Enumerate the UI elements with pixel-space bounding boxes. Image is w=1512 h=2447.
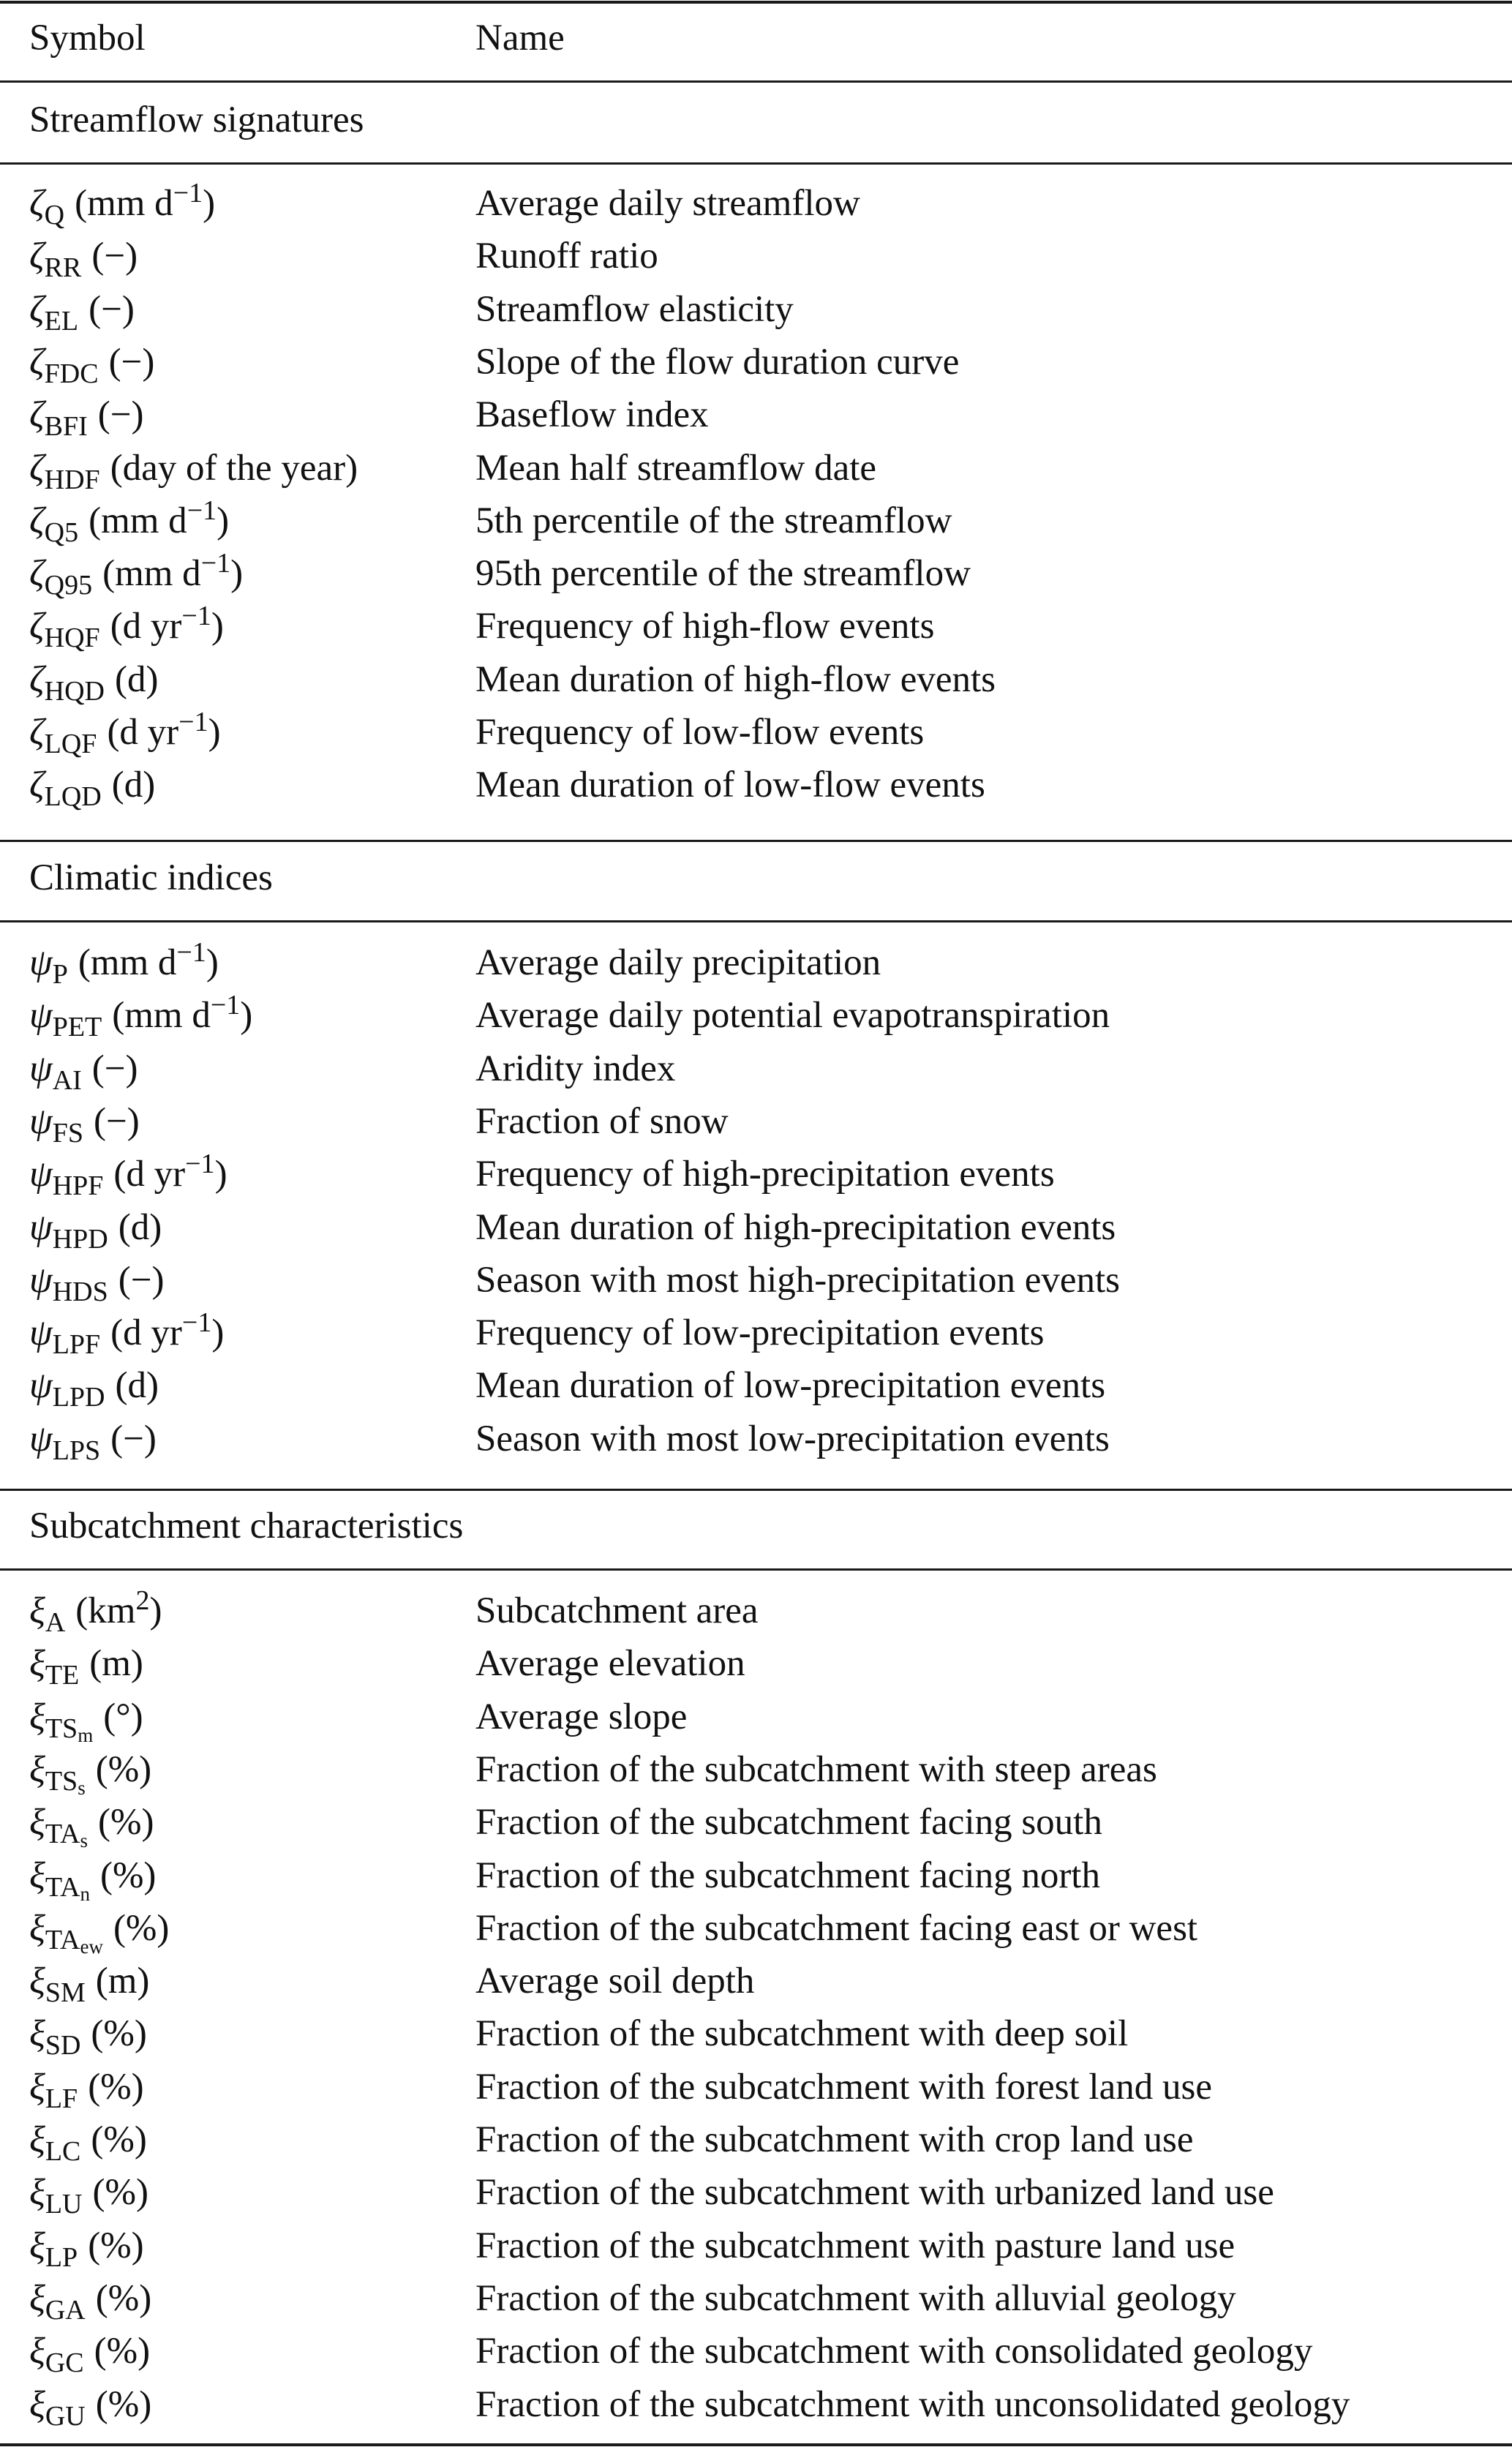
unit <box>110 448 358 489</box>
section-title: Streamflow signatures <box>29 99 364 140</box>
symbol-cell <box>29 2329 150 2376</box>
name-cell: Frequency of low-flow events <box>475 712 925 753</box>
name-cell: Fraction of the subcatchment with forest land use <box>475 2067 1212 2108</box>
greek-symbol: ξ <box>29 1590 45 1631</box>
unit-text: (d) <box>118 1207 162 1248</box>
greek-symbol: ξ <box>29 1643 45 1684</box>
unit-exponent: −1 <box>187 495 217 526</box>
section-title: Subcatchment characteristics <box>29 1506 464 1546</box>
greek-symbol: ξ <box>29 2225 45 2266</box>
symbol-subscript: LU <box>45 2189 83 2219</box>
symbol-subscript: TE <box>45 1660 80 1691</box>
symbol-subscript: AI <box>52 1065 82 1096</box>
symbol-cell <box>29 1149 227 1201</box>
name-cell: Average daily precipitation <box>475 942 881 983</box>
symbol-subscript: LF <box>45 2083 78 2114</box>
unit <box>89 495 230 541</box>
unit <box>96 2278 151 2319</box>
symbol-subscript: TSm <box>45 1713 94 1746</box>
name-cell: Fraction of the subcatchment facing south <box>475 1802 1102 1843</box>
name-cell: Fraction of the subcatchment with unconsolidated geology <box>475 2384 1350 2425</box>
greek-symbol: ξ <box>29 1802 45 1843</box>
unit-text: (d) <box>114 659 159 700</box>
symbol-sub-subscript: s <box>78 1777 86 1799</box>
unit <box>91 236 138 277</box>
unit <box>94 2331 150 2372</box>
unit <box>94 1101 140 1142</box>
symbol-subscript: A <box>45 1607 66 1638</box>
name-cell: Frequency of high-flow events <box>475 606 935 647</box>
unit <box>75 178 216 224</box>
greek-symbol: ζ <box>29 500 45 541</box>
unit <box>115 1365 158 1406</box>
greek-symbol: ζ <box>29 553 45 594</box>
unit <box>119 1260 165 1301</box>
symbol-subscript: FDC <box>44 358 99 389</box>
unit-text: (d yr <box>107 712 179 753</box>
symbol-subscript: TSs <box>45 1766 86 1799</box>
greek-symbol: ψ <box>29 942 53 983</box>
symbol-cell <box>29 1585 162 1638</box>
unit-exponent: −1 <box>178 707 208 737</box>
greek-symbol: ζ <box>29 764 45 805</box>
symbol-cell <box>29 1307 225 1360</box>
unit-text: (mm d <box>89 500 187 541</box>
symbol-cell <box>29 1748 151 1797</box>
symbol-subscript: LQF <box>44 729 97 759</box>
unit-text: (m) <box>95 1961 150 2001</box>
unit-text: (d yr <box>113 1154 186 1195</box>
name-cell: Fraction of the subcatchment facing east or west <box>475 1908 1198 1949</box>
symbol-cell <box>29 287 135 337</box>
unit-text: (%) <box>95 1749 152 1790</box>
unit <box>110 601 224 647</box>
name-cell: Mean duration of low-precipitation events <box>475 1365 1106 1406</box>
symbol-subscript: HPD <box>52 1224 108 1255</box>
name-cell: 95th percentile of the streamflow <box>475 553 971 594</box>
greek-symbol: ξ <box>29 2067 45 2108</box>
section-title: Climatic indices <box>29 857 273 898</box>
unit-close: ) <box>203 183 216 224</box>
name-cell: Average elevation <box>475 1643 745 1684</box>
unit <box>112 764 155 805</box>
greek-symbol: ζ <box>29 448 45 489</box>
name-cell: Frequency of high-precipitation events <box>475 1154 1055 1195</box>
greek-symbol: ξ <box>29 2384 45 2425</box>
name-cell: Streamflow elasticity <box>475 289 794 330</box>
unit-text: (%) <box>95 2384 152 2425</box>
unit <box>93 2172 148 2213</box>
unit-text: (−) <box>89 289 135 330</box>
unit-text: (%) <box>95 2278 152 2319</box>
symbol-cell <box>29 1695 143 1744</box>
symbol-cell <box>29 2118 147 2165</box>
symbol-subscript: RR <box>44 252 82 283</box>
section-rule <box>0 1489 1512 1491</box>
greek-symbol: ζ <box>29 606 45 647</box>
name-cell: Fraction of the subcatchment with pasture land use <box>475 2225 1235 2266</box>
unit-text: (d yr <box>110 1312 182 1353</box>
unit-text: (mm d <box>75 183 173 224</box>
unit-text: (d) <box>115 1365 159 1406</box>
unit-text: (−) <box>110 1418 157 1459</box>
unit-text: (mm d <box>78 942 177 983</box>
name-cell: Mean duration of high-precipitation events <box>475 1207 1116 1248</box>
name-cell: Average slope <box>475 1696 688 1737</box>
symbol-cell <box>29 2012 147 2059</box>
symbol-subscript: P <box>52 959 68 990</box>
unit-close: ) <box>230 553 244 594</box>
unit <box>96 1749 151 1790</box>
greek-symbol: ξ <box>29 1855 45 1896</box>
name-cell: Fraction of the subcatchment facing north <box>475 1855 1100 1896</box>
symbol-subscript: GU <box>45 2401 86 2432</box>
unit-text: (mm d <box>102 553 201 594</box>
unit-close: ) <box>240 995 253 1036</box>
unit-text: (%) <box>91 2119 147 2160</box>
unit <box>98 394 144 435</box>
bottom-rule <box>0 2443 1512 2446</box>
symbol-subscript: TAn <box>45 1872 90 1905</box>
symbol-subscript: LPD <box>52 1382 105 1413</box>
top-rule <box>0 1 1512 4</box>
unit-close: ) <box>214 1154 227 1195</box>
greek-symbol: ζ <box>29 183 45 224</box>
unit-text: (d) <box>111 764 156 805</box>
section-title-rule <box>0 162 1512 165</box>
name-cell: Mean duration of low-flow events <box>475 764 985 805</box>
unit <box>89 1643 143 1684</box>
symbol-cell <box>29 1100 140 1149</box>
symbol-cell <box>29 1364 159 1413</box>
greek-symbol: ζ <box>29 289 45 330</box>
symbol-cell <box>29 937 219 990</box>
unit <box>113 1149 227 1195</box>
name-cell: Runoff ratio <box>475 236 658 277</box>
name-cell: Fraction of the subcatchment with consolidated geology <box>475 2331 1313 2372</box>
symbol-cell <box>29 1206 162 1255</box>
symbol-sub-subscript: n <box>80 1883 90 1905</box>
header-rule <box>0 80 1512 83</box>
symbol-subscript: LPF <box>52 1329 101 1360</box>
unit <box>110 1307 225 1353</box>
name-cell: 5th percentile of the streamflow <box>475 500 952 541</box>
name-cell: Mean duration of high-flow events <box>475 659 996 700</box>
unit-exponent: −1 <box>173 178 203 208</box>
greek-symbol: ψ <box>29 1365 53 1406</box>
name-cell: Season with most high-precipitation events <box>475 1260 1121 1301</box>
unit-text: (day of the year) <box>110 448 358 489</box>
symbol-cell <box>29 2065 144 2112</box>
name-cell: Fraction of the subcatchment with urbanized land use <box>475 2172 1274 2213</box>
unit <box>75 1585 162 1631</box>
unit <box>89 289 135 330</box>
symbol-subscript: HDF <box>44 465 100 495</box>
unit-text: (%) <box>88 2067 144 2108</box>
symbol-subscript: LC <box>45 2136 81 2167</box>
name-cell: Baseflow index <box>475 394 709 435</box>
symbol-cell <box>29 1258 164 1305</box>
symbol-subscript: EL <box>44 306 79 337</box>
unit <box>110 1418 157 1459</box>
unit <box>107 707 221 753</box>
greek-symbol: ψ <box>29 1312 53 1353</box>
name-cell: Fraction of the subcatchment with crop land use <box>475 2119 1194 2160</box>
symbol-cell <box>29 1854 156 1903</box>
unit <box>78 937 219 983</box>
name-cell: Average soil depth <box>475 1961 755 2001</box>
symbol-cell <box>29 2170 148 2217</box>
greek-symbol: ξ <box>29 2331 45 2372</box>
greek-symbol: ξ <box>29 1696 45 1737</box>
unit-text: (%) <box>94 2331 151 2372</box>
unit-close: ) <box>217 500 230 541</box>
unit-text: (−) <box>97 394 144 435</box>
unit-exponent: 2 <box>135 1585 150 1616</box>
name-cell: Mean half streamflow date <box>475 448 877 489</box>
symbol-sub-subscript: m <box>78 1724 94 1746</box>
symbol-cell <box>29 340 154 387</box>
symbol-subscript: PET <box>52 1012 102 1042</box>
greek-symbol: ψ <box>29 1048 53 1089</box>
greek-symbol: ξ <box>29 2013 45 2054</box>
symbol-cell <box>29 548 244 601</box>
name-cell: Average daily potential evapotranspiration <box>475 995 1110 1036</box>
symbol-subscript: Q <box>44 200 65 230</box>
unit-text: (−) <box>93 1101 140 1142</box>
unit-close: ) <box>211 606 224 647</box>
section-title-rule <box>0 1568 1512 1571</box>
unit-text: (d yr <box>110 606 182 647</box>
header-name: Name <box>475 18 565 59</box>
unit <box>96 2384 151 2425</box>
symbol-subscript: SM <box>45 1977 86 2008</box>
unit <box>102 548 244 594</box>
unit-text: (km <box>75 1590 136 1631</box>
name-cell: Average daily streamflow <box>475 183 860 224</box>
symbol-cell <box>29 2277 152 2326</box>
unit <box>88 2067 143 2108</box>
greek-symbol: ξ <box>29 1908 45 1949</box>
symbol-cell <box>29 763 155 810</box>
name-cell: Fraction of the subcatchment with alluvial geology <box>475 2278 1236 2319</box>
greek-symbol: ξ <box>29 2119 45 2160</box>
greek-symbol: ξ <box>29 2172 45 2213</box>
unit <box>115 659 158 700</box>
unit-text: (−) <box>91 236 138 277</box>
symbol-subscript: LPS <box>52 1435 101 1466</box>
greek-symbol: ψ <box>29 995 53 1036</box>
symbol-cell <box>29 234 138 281</box>
name-cell: Frequency of low-precipitation events <box>475 1312 1045 1353</box>
symbol-subscript: TAs <box>45 1819 88 1852</box>
unit-exponent: −1 <box>185 1149 215 1179</box>
symbol-subscript: GA <box>45 2295 86 2326</box>
unit <box>91 2013 146 2054</box>
unit <box>113 1908 169 1949</box>
unit <box>88 2225 143 2266</box>
symbol-cell <box>29 1800 154 1852</box>
symbol-subscript: Q95 <box>44 570 93 601</box>
symbol-cell <box>29 2383 152 2432</box>
unit <box>112 990 253 1036</box>
symbol-cell <box>29 1417 157 1464</box>
symbol-cell <box>29 990 253 1042</box>
greek-symbol: ψ <box>29 1207 53 1248</box>
unit-exponent: −1 <box>181 601 211 631</box>
unit-text: (°) <box>103 1696 143 1737</box>
unit-text: (−) <box>91 1048 138 1089</box>
name-cell: Fraction of snow <box>475 1101 729 1142</box>
unit-exponent: −1 <box>200 548 231 579</box>
unit-text: (%) <box>99 1855 157 1896</box>
greek-symbol: ξ <box>29 1749 45 1790</box>
unit-text: (−) <box>118 1260 165 1301</box>
symbol-cell <box>29 1906 170 1958</box>
section-rule <box>0 840 1512 842</box>
symbol-cell <box>29 601 224 653</box>
unit-close: ) <box>206 942 219 983</box>
unit-close: ) <box>149 1590 162 1631</box>
unit-text: (mm d <box>112 995 211 1036</box>
header-symbol: Symbol <box>29 18 146 59</box>
unit-text: (%) <box>88 2225 144 2266</box>
symbol-cell <box>29 393 144 440</box>
symbol-cell <box>29 707 221 759</box>
name-cell: Season with most low-precipitation events <box>475 1418 1110 1459</box>
greek-symbol: ζ <box>29 712 45 753</box>
symbol-subscript: SD <box>45 2030 81 2061</box>
symbol-subscript: FS <box>52 1118 83 1149</box>
greek-symbol: ζ <box>29 659 45 700</box>
unit <box>92 1048 138 1089</box>
unit-text: (m) <box>89 1643 143 1684</box>
symbol-sub-subscript: ew <box>80 1936 103 1958</box>
symbol-subscript: BFI <box>44 411 88 442</box>
unit-text: (%) <box>113 1908 170 1949</box>
greek-symbol: ψ <box>29 1418 53 1459</box>
symbol-cell <box>29 2224 144 2271</box>
symbol-cell <box>29 178 216 230</box>
symbol-subscript: HQF <box>44 623 100 653</box>
greek-symbol: ψ <box>29 1154 53 1195</box>
greek-symbol: ψ <box>29 1260 53 1301</box>
name-cell: Fraction of the subcatchment with deep soil <box>475 2013 1129 2054</box>
unit <box>103 1696 143 1737</box>
symbol-subscript: LP <box>45 2242 78 2273</box>
unit-exponent: −1 <box>210 990 241 1020</box>
greek-symbol: ξ <box>29 1961 45 2001</box>
symbol-subscript: HPF <box>52 1170 104 1201</box>
unit-close: ) <box>208 712 221 753</box>
section-title-rule <box>0 920 1512 922</box>
symbol-sub-subscript: s <box>80 1830 88 1852</box>
symbol-subscript: Q5 <box>44 517 79 548</box>
name-cell: Fraction of the subcatchment with steep areas <box>475 1749 1157 1790</box>
unit <box>96 1961 150 2001</box>
symbol-subscript: GC <box>45 2348 84 2378</box>
symbol-cell <box>29 1047 138 1094</box>
unit-text: (%) <box>91 2013 147 2054</box>
unit <box>100 1855 156 1896</box>
unit-exponent: −1 <box>181 1307 212 1338</box>
name-cell: Subcatchment area <box>475 1590 759 1631</box>
name-cell: Slope of the flow duration curve <box>475 342 960 383</box>
symbol-cell <box>29 658 159 707</box>
name-cell: Aridity index <box>475 1048 676 1089</box>
greek-symbol: ψ <box>29 1101 53 1142</box>
symbol-subscript: TAew <box>45 1925 103 1958</box>
greek-symbol: ζ <box>29 394 45 435</box>
unit-text: (%) <box>97 1802 154 1843</box>
greek-symbol: ζ <box>29 342 45 383</box>
symbol-cell <box>29 1959 149 2006</box>
unit <box>91 2119 146 2160</box>
unit <box>98 1802 154 1843</box>
unit-text: (%) <box>92 2172 148 2213</box>
unit-exponent: −1 <box>176 937 206 968</box>
unit-text: (−) <box>108 342 155 383</box>
unit <box>119 1207 162 1248</box>
symbol-subscript: HDS <box>52 1277 108 1307</box>
greek-symbol: ζ <box>29 236 45 277</box>
greek-symbol: ξ <box>29 2278 45 2319</box>
unit-close: ) <box>211 1312 225 1353</box>
symbol-cell <box>29 1642 143 1691</box>
symbol-subscript: LQD <box>44 781 102 812</box>
symbol-cell <box>29 495 230 548</box>
symbol-subscript: HQD <box>44 676 105 707</box>
unit <box>109 342 155 383</box>
symbol-cell <box>29 446 358 493</box>
